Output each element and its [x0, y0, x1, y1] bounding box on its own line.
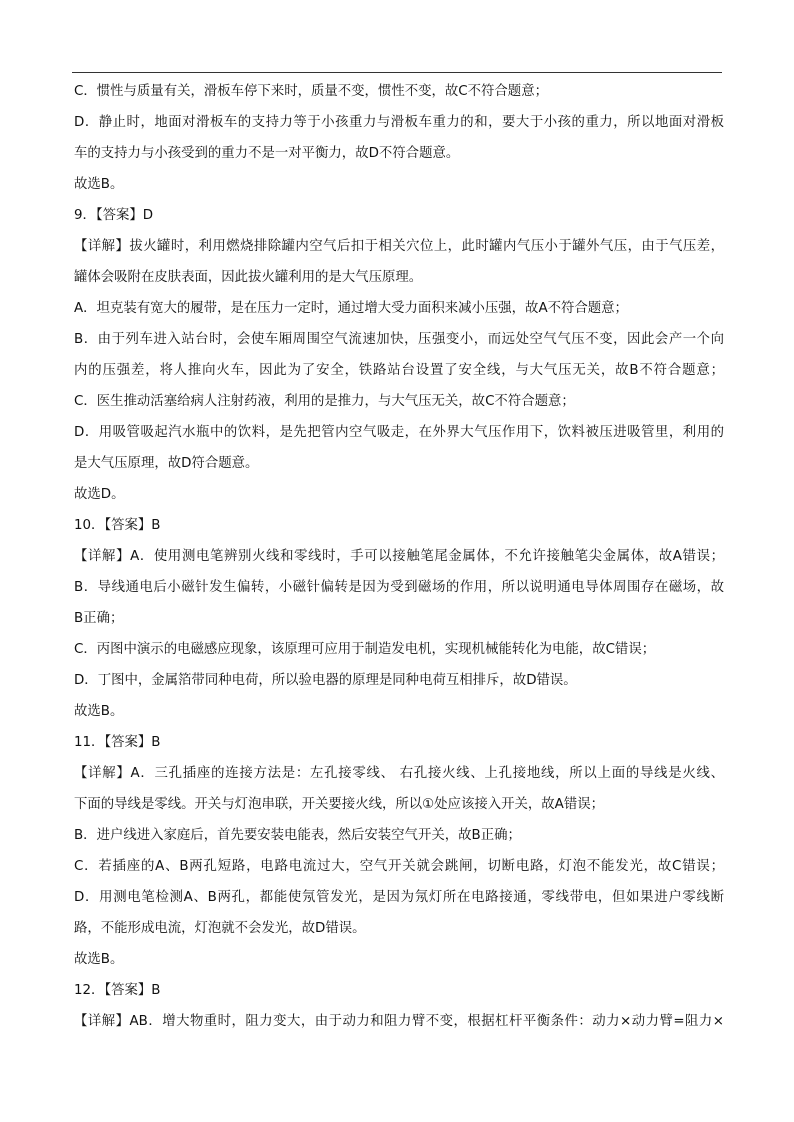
text-line: C．若插座的A、B两孔短路，电路电流过大，空气开关就会跳闸，切断电路，灯泡不能发光，故C错误； [74, 859, 724, 874]
text-line: 故选B。 [74, 177, 124, 192]
text-line: D．用测电笔检测A、B两孔，都能使氖管发光，是因为氖灯所在电路接通，零线带电，但如果进户零线断 [74, 890, 724, 905]
text-line: 下面的导线是零线。开关与灯泡串联，开关要接火线，所以①处应该接入开关，故A错误； [74, 797, 605, 812]
text-line: 故选D。 [74, 487, 125, 502]
text-line: C．医生推动活塞给病人注射药液，利用的是推力，与大气压无关，故C不符合题意； [74, 394, 575, 409]
text-line: D．丁图中，金属箔带同种电荷，所以验电器的原理是同种电荷互相排斥，故D错误。 [74, 673, 577, 688]
answer-heading: 10．【答案】B [74, 518, 161, 533]
text-line: D．静止时，地面对滑板车的支持力等于小孩重力与滑板车重力的和，要大于小孩的重力，所以地面对滑板 [74, 115, 724, 130]
text-line: 故选B。 [74, 704, 124, 719]
text-line: 故选B。 [74, 952, 124, 967]
answer-heading: 12．【答案】B [74, 983, 161, 998]
header-rule [72, 72, 722, 73]
text-line: C．惯性与质量有关，滑板车停下来时，质量不变，惯性不变，故C不符合题意； [74, 84, 548, 99]
document-body [74, 76, 724, 1037]
text-line: 内的压强差，将人推向火车，因此为了安全，铁路站台设置了安全线，与大气压无关，故B不符合题意； [74, 363, 724, 378]
text-line: 是大气压原理，故D符合题意。 [74, 456, 259, 471]
text-line: 【详解】A．使用测电笔辨别火线和零线时，手可以接触笔尾金属体，不允许接触笔尖金属体，故A错误； [74, 549, 724, 564]
text-line: C．丙图中演示的电磁感应现象，该原理可应用于制造发电机，实现机械能转化为电能，故C错误； [74, 642, 656, 657]
text-line: B正确； [74, 611, 124, 626]
text-line: 【详解】拔火罐时，利用燃烧排除罐内空气后扣于相关穴位上，此时罐内气压小于罐外气压，由于气压差， [74, 239, 724, 254]
text-line: D．用吸管吸起汽水瓶中的饮料，是先把管内空气吸走，在外界大气压作用下，饮料被压进吸管里，利用的 [74, 425, 724, 440]
text-line: 【详解】A．三孔插座的连接方法是：左孔接零线、 右孔接火线、上孔接地线，所以上面的导线是火线、 [74, 766, 724, 781]
text-line: A．坦克装有宽大的履带，是在压力一定时，通过增大受力面积来减小压强，故A不符合题意； [74, 301, 628, 316]
text-line: B．进户线进入家庭后，首先要安装电能表，然后安装空气开关，故B正确； [74, 828, 521, 843]
text-line: B．导线通电后小磁针发生偏转，小磁针偏转是因为受到磁场的作用，所以说明通电导体周围存在磁场，故 [74, 580, 724, 595]
text-line: 罐体会吸附在皮肤表面，因此拔火罐利用的是大气压原理。 [74, 270, 423, 285]
text-line: B．由于列车进入站台时，会使车厢周围空气流速加快，压强变小，而远处空气气压不变，因此会产一个向 [74, 332, 724, 347]
answer-heading: 11．【答案】B [74, 735, 161, 750]
text-line: 车的支持力与小孩受到的重力不是一对平衡力，故D不符合题意。 [74, 146, 460, 161]
text-line: 【详解】AB．增大物重时，阻力变大，由于动力和阻力臂不变，根据杠杆平衡条件：动力×动力臂=阻力× [74, 1014, 724, 1029]
answer-heading: 9．【答案】D [74, 208, 154, 223]
text-line: 路，不能形成电流，灯泡就不会发光，故D错误。 [74, 921, 366, 936]
